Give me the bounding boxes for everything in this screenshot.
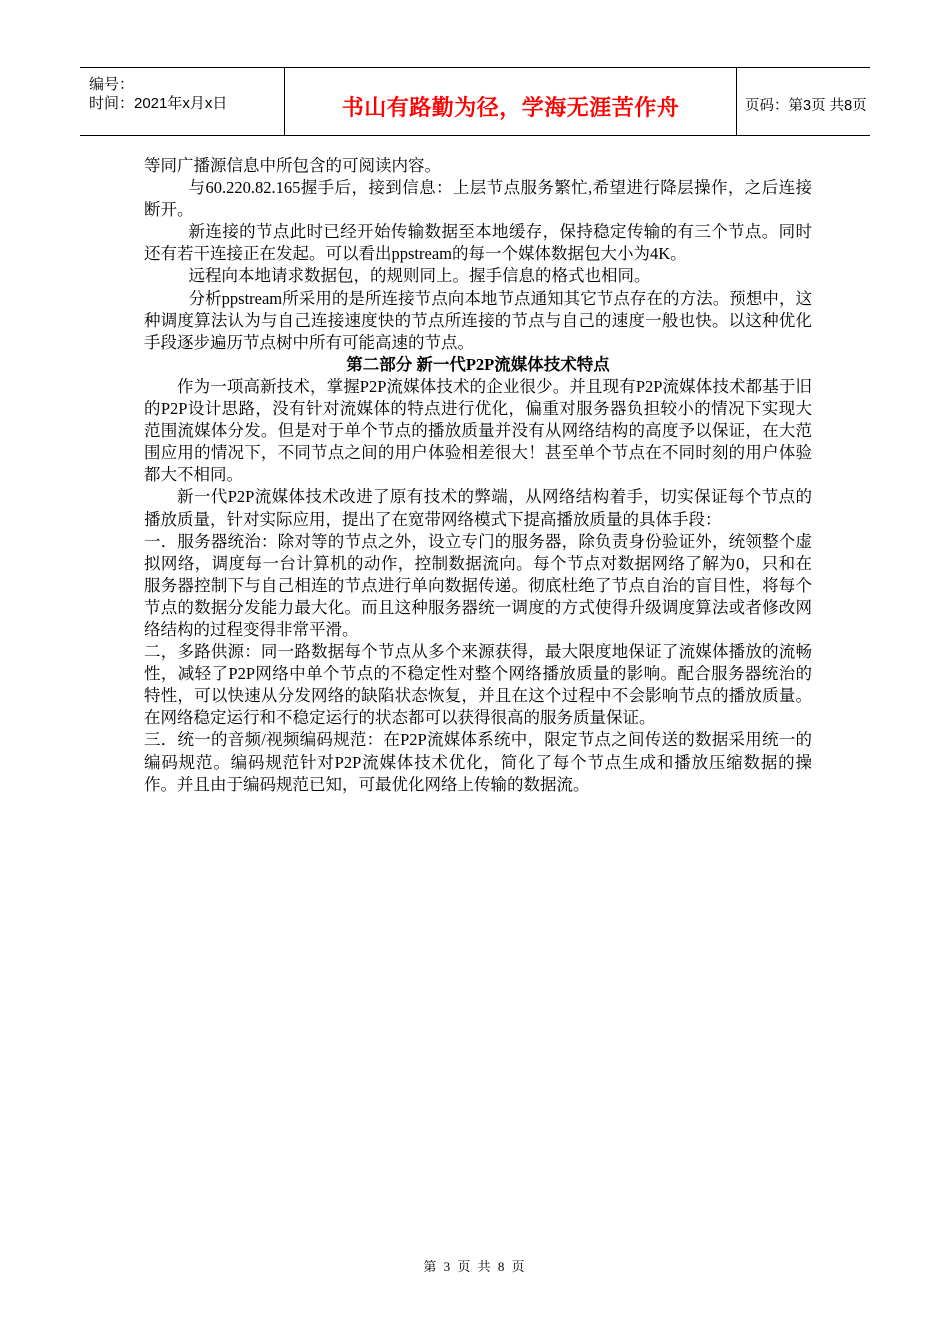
paragraph-remote-request: 远程向本地请求数据包，的规则同上。握手信息的格式也相同。: [188, 266, 651, 286]
header-info-cell: [80, 68, 285, 135]
paragraph-new-connection: 新连接的节点此时已经开始传输数据至本地缓存，保持稳定传输的有三个节点。同时还有若干连接正在发起。可以看出ppstream的每一个媒体数据包大小为4K。: [144, 222, 812, 264]
section-heading: 第二部分 新一代P2P流媒体技术特点: [346, 354, 610, 374]
document-body: [144, 155, 812, 796]
paragraph-handshake: 与60.220.82.165握手后，接到信息：上层节点服务繁忙,希望进行降层操作，之后连接断开。: [144, 178, 812, 220]
paragraph-analysis: 分析ppstream所采用的是所连接节点向本地节点通知其它节点存在的方法。预想中，这种调度算法认为与自己连接速度快的节点所连接的节点与自己的速度一般也快。以这种优化手段逐步遍历节点树中所有可能高速的节点。: [144, 288, 812, 352]
paragraph-continuation: 等同广播源信息中所包含的可阅读内容。: [144, 156, 441, 175]
paragraph-improvement: 新一代P2P流媒体技术改进了原有技术的弊端，从网络结构着手，切实保证每个节点的播放质量，针对实际应用，提出了在宽带网络模式下提高播放质量的具体手段：: [144, 487, 812, 529]
document-time-label: 时间：2021年x月x日: [89, 95, 228, 112]
paragraph-multi-source: 二，多路供源：同一路数据每个节点从多个来源获得，最大限度地保证了流媒体播放的流畅性，减轻了P2P网络中单个节点的不稳定性对整个网络播放质量的影响。配合服务器统治的特性，可以快速从分发网络的缺陷状态恢复，并且在这个过程中不会影响节点的播放质量。在网络稳定运行和不稳定运行的状态都可以获得很高的服务质量保证。: [144, 642, 812, 728]
header-motto-cell: [285, 68, 737, 135]
paragraph-intro: 作为一项高新技术，掌握P2P流媒体技术的企业很少。并且现有P2P流媒体技术都基于旧的P2P设计思路，没有针对流媒体的特点进行优化，偏重对服务器负担较小的情况下实现大范围流媒体分发。但是对于单个节点的播放质量并没有从网络结构的高度予以保证，在大范围应用的情况下，不同节点之间的用户体验相差很大！甚至单个节点在不同时刻的用户体验都大不相同。: [144, 376, 812, 485]
header-page-info: 页码：第3页 共8页: [745, 98, 867, 114]
paragraph-server-control: 一．服务器统治：除对等的节点之外，设立专门的服务器，除负责身份验证外，统领整个虚拟网络，调度每一台计算机的动作，控制数据流向。每个节点对数据网络了解为0，只和在服务器控制下与自己相连的节点进行单向数据传递。彻底杜绝了节点自治的盲目性，将每个节点的数据分发能力最大化。而且这种服务器统一调度的方式使得升级调度算法或者修改网络结构的过程变得非常平滑。: [144, 531, 812, 639]
document-number-label: 编号：: [89, 76, 135, 93]
header-motto: 书山有路勤为径，学海无涯苦作舟: [341, 96, 680, 121]
page-header: [80, 67, 870, 136]
page-footer: 第 3 页 共 8 页: [423, 1259, 527, 1274]
header-page-cell: [737, 68, 870, 135]
paragraph-codec-standard: 三．统一的音频/视频编码规范：在P2P流媒体系统中，限定节点之间传送的数据采用统一的编码规范。编码规范针对P2P流媒体技术优化，简化了每个节点生成和播放压缩数据的操作。并且由于编码规范已知，可最优化网络上传输的数据流。: [144, 730, 812, 794]
